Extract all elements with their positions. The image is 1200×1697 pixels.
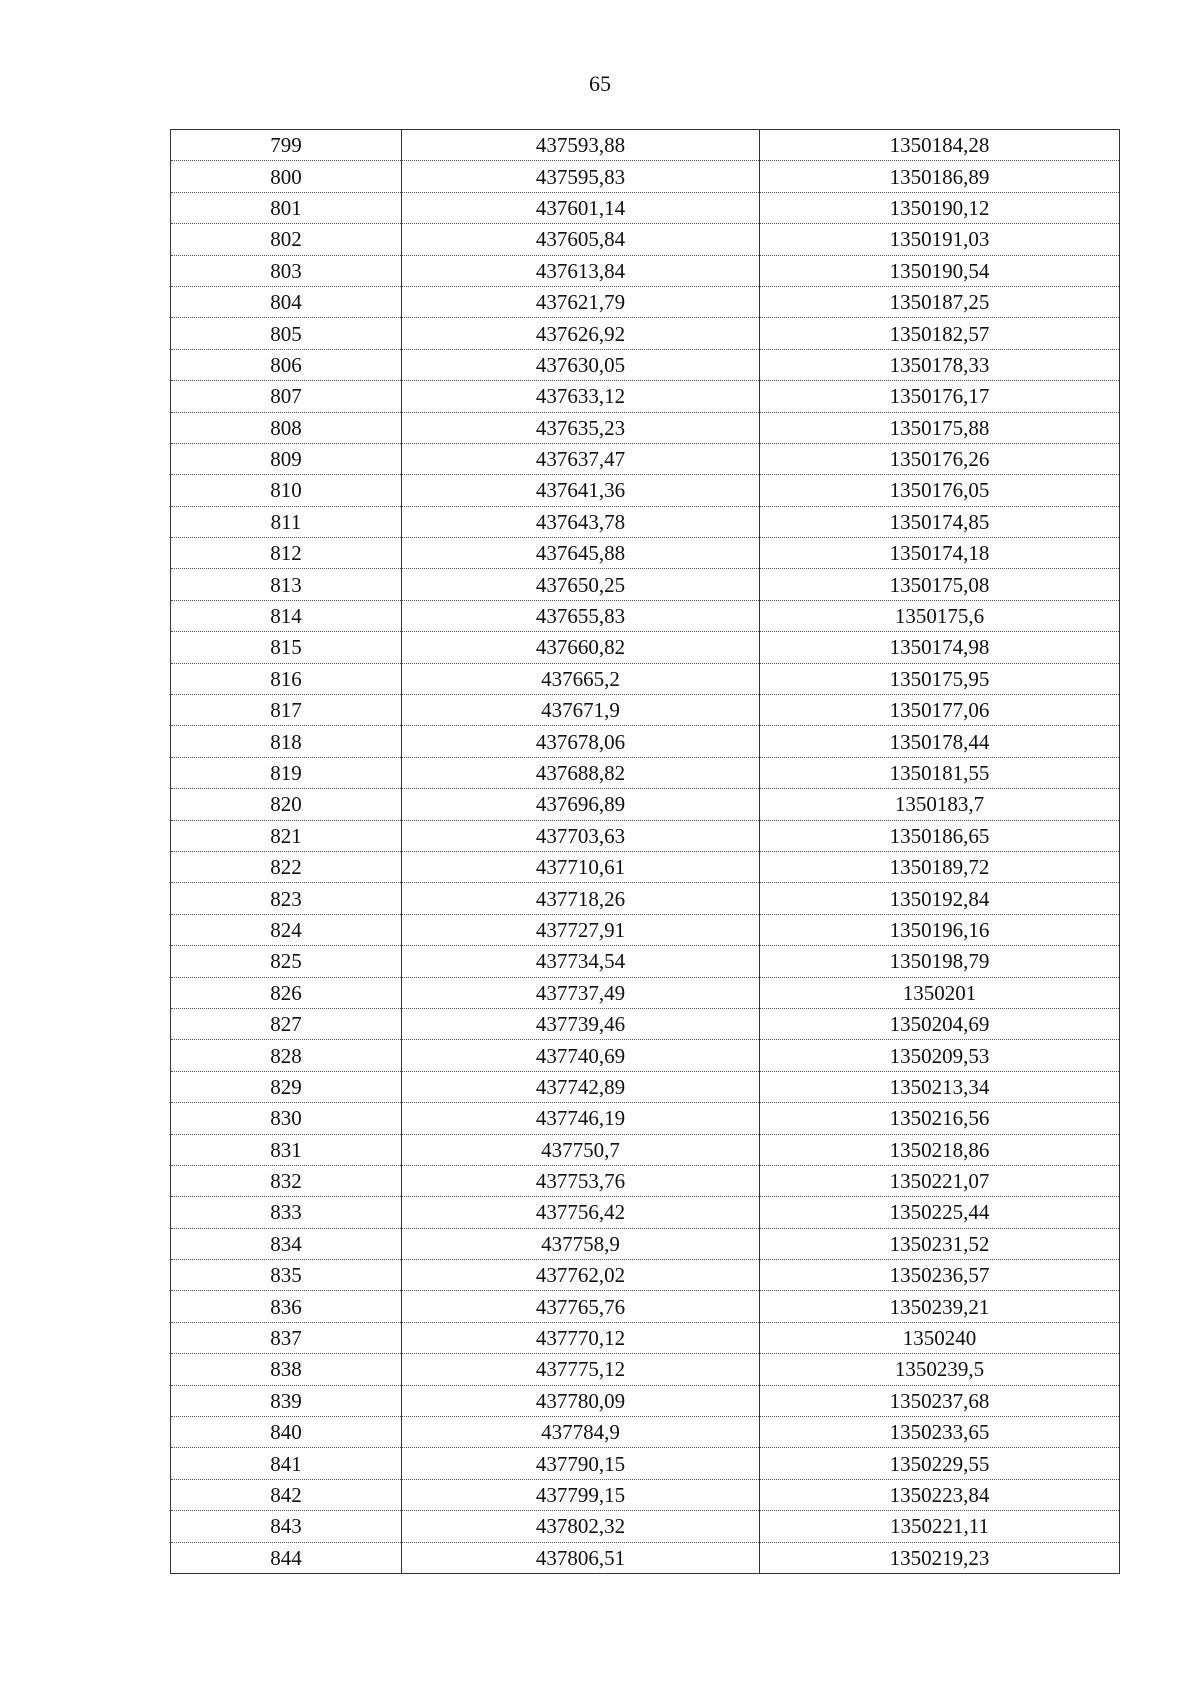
x-coordinate-cell: 437734,54 (402, 946, 760, 977)
x-coordinate-cell: 437756,42 (402, 1197, 760, 1228)
y-coordinate-cell: 1350174,98 (760, 632, 1120, 663)
x-coordinate-cell: 437740,69 (402, 1040, 760, 1071)
y-coordinate-cell: 1350178,33 (760, 349, 1120, 380)
table-row (171, 224, 1120, 255)
y-coordinate-cell: 1350186,65 (760, 820, 1120, 851)
point-number-cell: 801 (171, 192, 402, 223)
y-coordinate-cell: 1350239,5 (760, 1354, 1120, 1385)
table-row (171, 381, 1120, 412)
table-row (171, 1228, 1120, 1259)
point-number-cell: 813 (171, 569, 402, 600)
x-coordinate-cell: 437750,7 (402, 1134, 760, 1165)
y-coordinate-cell: 1350175,95 (760, 663, 1120, 694)
point-number-cell: 836 (171, 1291, 402, 1322)
y-coordinate-cell: 1350218,86 (760, 1134, 1120, 1165)
y-coordinate-cell: 1350216,56 (760, 1103, 1120, 1134)
table-row (171, 538, 1120, 569)
y-coordinate-cell: 1350233,65 (760, 1417, 1120, 1448)
table-row (171, 883, 1120, 914)
y-coordinate-cell: 1350239,21 (760, 1291, 1120, 1322)
point-number-cell: 819 (171, 757, 402, 788)
point-number-cell: 818 (171, 726, 402, 757)
x-coordinate-cell: 437696,89 (402, 789, 760, 820)
x-coordinate-cell: 437727,91 (402, 914, 760, 945)
table-row (171, 1479, 1120, 1510)
point-number-cell: 800 (171, 161, 402, 192)
y-coordinate-cell: 1350237,68 (760, 1385, 1120, 1416)
y-coordinate-cell: 1350196,16 (760, 914, 1120, 945)
table-row (171, 1134, 1120, 1165)
y-coordinate-cell: 1350190,12 (760, 192, 1120, 223)
point-number-cell: 844 (171, 1542, 402, 1573)
table-row (171, 506, 1120, 537)
table-row (171, 1542, 1120, 1573)
point-number-cell: 837 (171, 1322, 402, 1353)
x-coordinate-cell: 437650,25 (402, 569, 760, 600)
point-number-cell: 806 (171, 349, 402, 380)
y-coordinate-cell: 1350175,6 (760, 600, 1120, 631)
table-row (171, 851, 1120, 882)
y-coordinate-cell: 1350219,23 (760, 1542, 1120, 1573)
x-coordinate-cell: 437641,36 (402, 475, 760, 506)
table-row (171, 977, 1120, 1008)
x-coordinate-cell: 437799,15 (402, 1479, 760, 1510)
y-coordinate-cell: 1350184,28 (760, 130, 1120, 161)
x-coordinate-cell: 437678,06 (402, 726, 760, 757)
point-number-cell: 826 (171, 977, 402, 1008)
x-coordinate-cell: 437645,88 (402, 538, 760, 569)
point-number-cell: 802 (171, 224, 402, 255)
y-coordinate-cell: 1350213,34 (760, 1071, 1120, 1102)
table-row (171, 1448, 1120, 1479)
point-number-cell: 810 (171, 475, 402, 506)
point-number-cell: 820 (171, 789, 402, 820)
coordinates-table (170, 129, 1120, 1574)
table-row (171, 726, 1120, 757)
point-number-cell: 821 (171, 820, 402, 851)
y-coordinate-cell: 1350221,07 (760, 1165, 1120, 1196)
y-coordinate-cell: 1350221,11 (760, 1511, 1120, 1542)
table-row (171, 1291, 1120, 1322)
table-row (171, 1511, 1120, 1542)
point-number-cell: 829 (171, 1071, 402, 1102)
y-coordinate-cell: 1350190,54 (760, 255, 1120, 286)
x-coordinate-cell: 437605,84 (402, 224, 760, 255)
point-number-cell: 834 (171, 1228, 402, 1259)
x-coordinate-cell: 437595,83 (402, 161, 760, 192)
point-number-cell: 804 (171, 286, 402, 317)
point-number-cell: 835 (171, 1260, 402, 1291)
point-number-cell: 830 (171, 1103, 402, 1134)
table-row (171, 1417, 1120, 1448)
table-row (171, 1008, 1120, 1039)
y-coordinate-cell: 1350240 (760, 1322, 1120, 1353)
y-coordinate-cell: 1350189,72 (760, 851, 1120, 882)
x-coordinate-cell: 437790,15 (402, 1448, 760, 1479)
y-coordinate-cell: 1350182,57 (760, 318, 1120, 349)
point-number-cell: 825 (171, 946, 402, 977)
y-coordinate-cell: 1350177,06 (760, 695, 1120, 726)
y-coordinate-cell: 1350209,53 (760, 1040, 1120, 1071)
table-row (171, 757, 1120, 788)
point-number-cell: 833 (171, 1197, 402, 1228)
x-coordinate-cell: 437753,76 (402, 1165, 760, 1196)
x-coordinate-cell: 437780,09 (402, 1385, 760, 1416)
point-number-cell: 816 (171, 663, 402, 694)
point-number-cell: 807 (171, 381, 402, 412)
x-coordinate-cell: 437630,05 (402, 349, 760, 380)
point-number-cell: 805 (171, 318, 402, 349)
point-number-cell: 803 (171, 255, 402, 286)
table-row (171, 663, 1120, 694)
x-coordinate-cell: 437770,12 (402, 1322, 760, 1353)
table-row (171, 1197, 1120, 1228)
table-row (171, 914, 1120, 945)
y-coordinate-cell: 1350174,85 (760, 506, 1120, 537)
y-coordinate-cell: 1350229,55 (760, 1448, 1120, 1479)
point-number-cell: 827 (171, 1008, 402, 1039)
x-coordinate-cell: 437601,14 (402, 192, 760, 223)
table-row (171, 255, 1120, 286)
table-row (171, 161, 1120, 192)
y-coordinate-cell: 1350225,44 (760, 1197, 1120, 1228)
x-coordinate-cell: 437671,9 (402, 695, 760, 726)
point-number-cell: 823 (171, 883, 402, 914)
table-row (171, 349, 1120, 380)
point-number-cell: 811 (171, 506, 402, 537)
y-coordinate-cell: 1350192,84 (760, 883, 1120, 914)
y-coordinate-cell: 1350174,18 (760, 538, 1120, 569)
table-row (171, 1103, 1120, 1134)
x-coordinate-cell: 437765,76 (402, 1291, 760, 1322)
point-number-cell: 840 (171, 1417, 402, 1448)
point-number-cell: 831 (171, 1134, 402, 1165)
table-row (171, 695, 1120, 726)
x-coordinate-cell: 437802,32 (402, 1511, 760, 1542)
table-row (171, 1385, 1120, 1416)
point-number-cell: 838 (171, 1354, 402, 1385)
x-coordinate-cell: 437643,78 (402, 506, 760, 537)
y-coordinate-cell: 1350187,25 (760, 286, 1120, 317)
point-number-cell: 808 (171, 412, 402, 443)
table-row (171, 130, 1120, 161)
x-coordinate-cell: 437637,47 (402, 443, 760, 474)
y-coordinate-cell: 1350236,57 (760, 1260, 1120, 1291)
table-row (171, 318, 1120, 349)
point-number-cell: 799 (171, 130, 402, 161)
table-row (171, 820, 1120, 851)
point-number-cell: 817 (171, 695, 402, 726)
point-number-cell: 839 (171, 1385, 402, 1416)
point-number-cell: 809 (171, 443, 402, 474)
x-coordinate-cell: 437626,92 (402, 318, 760, 349)
point-number-cell: 841 (171, 1448, 402, 1479)
x-coordinate-cell: 437806,51 (402, 1542, 760, 1573)
y-coordinate-cell: 1350198,79 (760, 946, 1120, 977)
x-coordinate-cell: 437762,02 (402, 1260, 760, 1291)
table-row (171, 192, 1120, 223)
x-coordinate-cell: 437660,82 (402, 632, 760, 663)
x-coordinate-cell: 437710,61 (402, 851, 760, 882)
table-row (171, 789, 1120, 820)
point-number-cell: 843 (171, 1511, 402, 1542)
page-number: 65 (589, 71, 611, 96)
y-coordinate-cell: 1350176,05 (760, 475, 1120, 506)
x-coordinate-cell: 437633,12 (402, 381, 760, 412)
x-coordinate-cell: 437688,82 (402, 757, 760, 788)
table-row (171, 475, 1120, 506)
table-row (171, 600, 1120, 631)
x-coordinate-cell: 437739,46 (402, 1008, 760, 1039)
y-coordinate-cell: 1350175,88 (760, 412, 1120, 443)
y-coordinate-cell: 1350204,69 (760, 1008, 1120, 1039)
point-number-cell: 814 (171, 600, 402, 631)
point-number-cell: 815 (171, 632, 402, 663)
y-coordinate-cell: 1350223,84 (760, 1479, 1120, 1510)
table-row (171, 286, 1120, 317)
y-coordinate-cell: 1350191,03 (760, 224, 1120, 255)
table-row (171, 1354, 1120, 1385)
x-coordinate-cell: 437718,26 (402, 883, 760, 914)
table-row (171, 569, 1120, 600)
point-number-cell: 824 (171, 914, 402, 945)
y-coordinate-cell: 1350201 (760, 977, 1120, 1008)
table-row (171, 1165, 1120, 1196)
y-coordinate-cell: 1350231,52 (760, 1228, 1120, 1259)
x-coordinate-cell: 437775,12 (402, 1354, 760, 1385)
x-coordinate-cell: 437737,49 (402, 977, 760, 1008)
point-number-cell: 812 (171, 538, 402, 569)
x-coordinate-cell: 437621,79 (402, 286, 760, 317)
y-coordinate-cell: 1350186,89 (760, 161, 1120, 192)
x-coordinate-cell: 437635,23 (402, 412, 760, 443)
y-coordinate-cell: 1350176,26 (760, 443, 1120, 474)
table-row (171, 632, 1120, 663)
y-coordinate-cell: 1350181,55 (760, 757, 1120, 788)
table-row (171, 946, 1120, 977)
y-coordinate-cell: 1350176,17 (760, 381, 1120, 412)
table-row (171, 1071, 1120, 1102)
x-coordinate-cell: 437746,19 (402, 1103, 760, 1134)
table-row (171, 443, 1120, 474)
x-coordinate-cell: 437703,63 (402, 820, 760, 851)
table-row (171, 412, 1120, 443)
y-coordinate-cell: 1350183,7 (760, 789, 1120, 820)
x-coordinate-cell: 437655,83 (402, 600, 760, 631)
point-number-cell: 832 (171, 1165, 402, 1196)
x-coordinate-cell: 437784,9 (402, 1417, 760, 1448)
x-coordinate-cell: 437593,88 (402, 130, 760, 161)
coordinates-table-body (171, 130, 1120, 1574)
table-row (171, 1260, 1120, 1291)
x-coordinate-cell: 437613,84 (402, 255, 760, 286)
point-number-cell: 822 (171, 851, 402, 882)
x-coordinate-cell: 437665,2 (402, 663, 760, 694)
x-coordinate-cell: 437758,9 (402, 1228, 760, 1259)
table-row (171, 1322, 1120, 1353)
y-coordinate-cell: 1350178,44 (760, 726, 1120, 757)
x-coordinate-cell: 437742,89 (402, 1071, 760, 1102)
table-row (171, 1040, 1120, 1071)
y-coordinate-cell: 1350175,08 (760, 569, 1120, 600)
point-number-cell: 828 (171, 1040, 402, 1071)
point-number-cell: 842 (171, 1479, 402, 1510)
